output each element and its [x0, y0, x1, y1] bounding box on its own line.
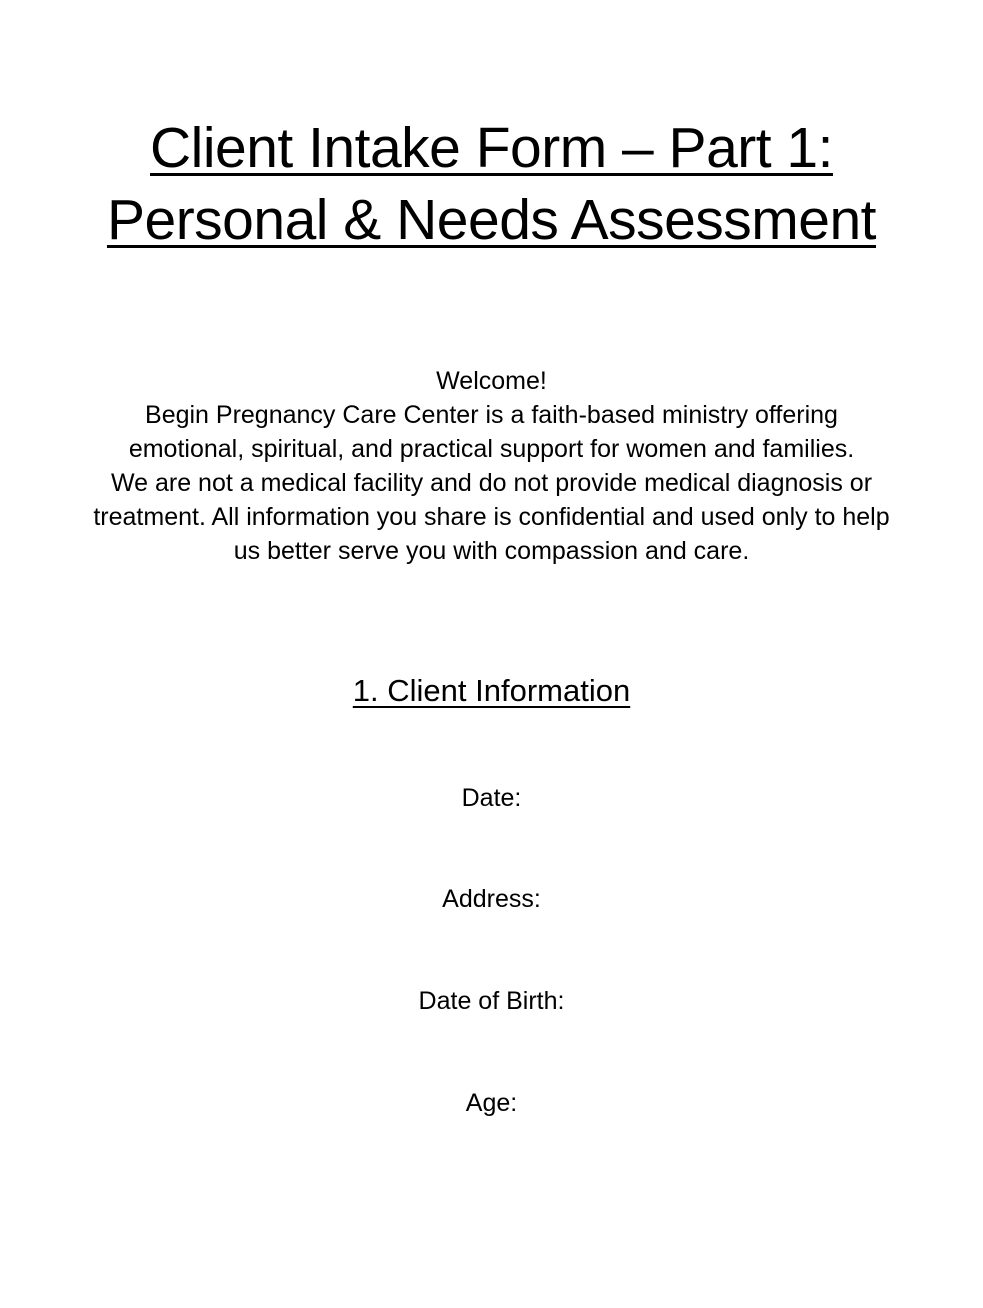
page-title-line-1: Client Intake Form – Part 1:: [150, 116, 833, 180]
section-heading-client-information: 1. Client Information: [352, 673, 631, 708]
intro-paragraph-disclaimer: We are not a medical facility and do not provide medical diagnosis or treatment. All information you share is confidential and used only to help us better serve you with compassion and care.: [93, 469, 890, 565]
field-label-age: Age:: [465, 1089, 518, 1117]
field-label-address: Address:: [442, 885, 541, 913]
intro-text: [90, 364, 893, 568]
field-label-date-of-birth: Date of Birth:: [418, 987, 565, 1015]
field-label-date: Date:: [461, 784, 522, 812]
intro-greeting: Welcome!: [436, 367, 547, 395]
page-title: [60, 112, 923, 256]
page-title-line-2: Personal & Needs Assessment: [106, 188, 877, 252]
intro-paragraph-ministry: Begin Pregnancy Care Center is a faith-based ministry offering emotional, spiritual, and practical support for women and families.: [128, 401, 855, 463]
